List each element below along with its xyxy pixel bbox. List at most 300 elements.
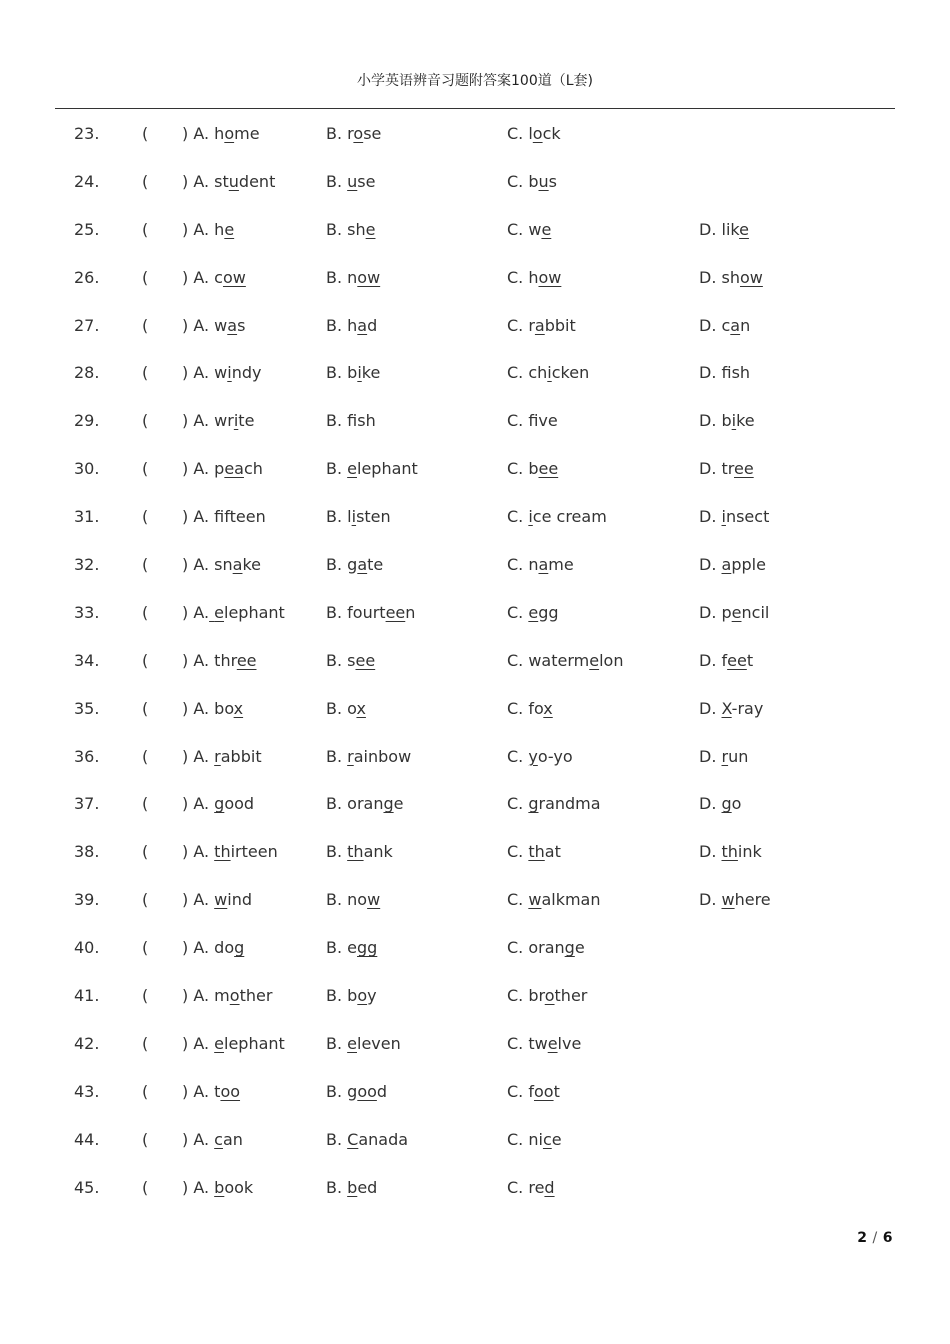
word-after-mark: an xyxy=(222,1129,243,1149)
option-c xyxy=(507,1034,581,1053)
option-letter: B. xyxy=(326,507,348,527)
underlined-letters: ee xyxy=(538,459,559,479)
option-a xyxy=(182,603,285,622)
word-before-mark: r xyxy=(347,124,354,143)
word-after-mark: ke xyxy=(736,411,755,431)
underlined-letters: a xyxy=(538,555,549,575)
question-number: 33. xyxy=(74,602,100,622)
word-after-mark: d xyxy=(367,315,378,335)
question-number: 37. xyxy=(74,794,100,814)
question-number: 32. xyxy=(74,555,100,575)
option-letter: B. xyxy=(326,171,348,191)
option-letter: B. xyxy=(326,650,348,670)
option-letter: C. xyxy=(507,171,529,191)
question-row xyxy=(0,589,950,637)
option-a xyxy=(182,411,254,430)
underlined-letters: e xyxy=(347,459,357,479)
word-after-mark: alkman xyxy=(541,890,601,910)
word-before-mark: w xyxy=(528,219,542,239)
answer-blank-open-paren: ( xyxy=(142,171,149,191)
word-after-mark: gg xyxy=(538,602,559,622)
word-after-mark: ook xyxy=(224,1177,254,1197)
option-a xyxy=(182,1130,243,1149)
option-letter: B. xyxy=(326,459,348,479)
option-d xyxy=(699,507,769,526)
option-c xyxy=(507,890,600,909)
option-letter: C. xyxy=(507,411,529,431)
word-before-mark: c xyxy=(214,267,223,287)
underlined-letters: i xyxy=(227,363,232,383)
option-letter: B. xyxy=(326,698,348,718)
option-letter: ) A. xyxy=(182,1129,215,1149)
underlined-letters: o xyxy=(532,124,543,143)
question-row xyxy=(0,302,950,350)
answer-blank-open-paren: ( xyxy=(142,363,149,383)
header-divider xyxy=(55,108,895,109)
word-after-mark: sten xyxy=(356,507,391,527)
word-before-mark: f xyxy=(721,363,732,383)
question-row xyxy=(0,876,950,924)
underlined-letters: ow xyxy=(222,267,246,287)
option-b xyxy=(326,172,375,191)
option-letter: B. xyxy=(326,746,348,766)
option-letter: C. xyxy=(507,986,529,1006)
option-letter: D. xyxy=(699,555,722,575)
word-before-mark: g xyxy=(347,555,358,575)
underlined-letters: ow xyxy=(538,267,562,287)
option-a xyxy=(182,794,254,813)
option-a xyxy=(182,172,275,191)
question-number: 35. xyxy=(74,698,100,718)
page-number xyxy=(857,1230,893,1246)
underlined-letters: a xyxy=(357,555,368,575)
word-after-mark: here xyxy=(734,890,771,910)
word-before-mark: e xyxy=(347,938,357,958)
question-number: 25. xyxy=(74,219,100,239)
question-number: 23. xyxy=(74,124,100,143)
option-a xyxy=(182,555,261,574)
question-number: 38. xyxy=(74,842,100,862)
word-after-mark: me xyxy=(234,124,260,143)
underlined-letters: g xyxy=(214,794,225,814)
option-d xyxy=(699,411,755,430)
underlined-letters: e xyxy=(224,219,235,239)
option-letter: ) A. xyxy=(182,459,215,479)
word-before-mark: sh xyxy=(721,267,740,287)
word-before-mark: r xyxy=(528,315,535,335)
option-letter: ) A. xyxy=(182,124,215,143)
question-number: 34. xyxy=(74,650,100,670)
word-after-mark: se xyxy=(363,124,382,143)
underlined-letters: i xyxy=(357,363,362,383)
option-letter: D. xyxy=(699,794,722,814)
option-c xyxy=(507,1082,560,1101)
option-letter: ) A. xyxy=(182,171,215,191)
word-before-mark: f xyxy=(528,1081,534,1101)
word-after-mark: lephant xyxy=(224,1033,285,1053)
option-b xyxy=(326,1034,401,1053)
word-before-mark: do xyxy=(214,938,235,958)
option-letter: ) A. xyxy=(182,555,215,575)
underlined-letters: oo xyxy=(220,1081,241,1101)
option-a xyxy=(182,459,263,478)
answer-blank-open-paren: ( xyxy=(142,267,149,287)
underlined-letters: e xyxy=(547,1033,558,1053)
underlined-letters: e xyxy=(528,602,539,622)
word-after-mark: leven xyxy=(357,1033,401,1053)
word-before-mark: f xyxy=(214,507,225,527)
word-before-mark: t xyxy=(214,1081,221,1101)
option-letter: B. xyxy=(326,1177,348,1197)
option-c xyxy=(507,172,557,191)
underlined-letters: gg xyxy=(357,938,378,958)
underlined-letters: e xyxy=(589,650,600,670)
underlined-letters: x xyxy=(233,698,244,718)
underlined-letters: e xyxy=(347,1033,357,1053)
underlined-letters: o xyxy=(544,986,555,1006)
underlined-letters: i xyxy=(721,507,726,527)
option-letter: D. xyxy=(699,267,722,287)
word-before-mark: tw xyxy=(528,1033,548,1053)
option-c xyxy=(507,986,587,1005)
option-b xyxy=(326,555,383,574)
option-b xyxy=(326,459,418,478)
underlined-letters: e xyxy=(739,219,749,239)
option-letter: C. xyxy=(507,267,529,287)
option-b xyxy=(326,1178,377,1197)
underlined-letters: th xyxy=(721,842,738,862)
word-after-mark: o-yo xyxy=(537,746,573,766)
option-letter: C. xyxy=(507,315,529,335)
option-a xyxy=(182,1178,253,1197)
option-c xyxy=(507,507,607,526)
word-before-mark: b xyxy=(347,986,358,1006)
word-before-mark: n xyxy=(528,555,539,575)
underlined-letters: ea xyxy=(224,459,244,479)
underlined-letters: c xyxy=(214,1129,223,1149)
word-after-mark: ke xyxy=(242,555,262,575)
word-before-mark: h xyxy=(214,219,225,239)
underlined-letters: ee xyxy=(385,602,406,622)
question-number: 31. xyxy=(74,507,100,527)
word-after-mark: sh xyxy=(731,363,751,383)
option-a xyxy=(182,938,244,957)
word-before-mark: oran xyxy=(347,794,384,814)
option-d xyxy=(699,316,750,335)
option-letter: B. xyxy=(326,1081,348,1101)
question-list xyxy=(0,110,950,1211)
answer-blank-open-paren: ( xyxy=(142,890,149,910)
option-letter: D. xyxy=(699,890,722,910)
option-letter: ) A. xyxy=(182,411,215,431)
word-before-mark: fourt xyxy=(347,602,386,622)
option-b xyxy=(326,1082,387,1101)
underlined-letters: u xyxy=(347,171,358,191)
option-letter: C. xyxy=(507,219,529,239)
option-letter: C. xyxy=(507,507,529,527)
underlined-letters: g xyxy=(528,794,539,814)
underlined-letters: u xyxy=(228,171,239,191)
word-before-mark: h xyxy=(528,267,539,287)
question-row xyxy=(0,397,950,445)
underlined-letters: i xyxy=(547,363,552,383)
word-after-mark: -ray xyxy=(731,698,764,718)
question-row xyxy=(0,541,950,589)
underlined-letters: e xyxy=(365,219,376,239)
option-letter: B. xyxy=(326,794,348,814)
question-row xyxy=(0,110,950,158)
underlined-letters: u xyxy=(538,171,549,191)
option-letter: B. xyxy=(326,219,348,239)
underlined-letters: o xyxy=(357,986,368,1006)
word-after-mark: un xyxy=(728,746,749,766)
answer-blank-open-paren: ( xyxy=(142,1081,149,1101)
option-d xyxy=(699,747,748,766)
underlined-letters: th xyxy=(214,842,231,862)
word-after-mark: bbit xyxy=(544,315,576,335)
marked-letter: e xyxy=(214,602,225,622)
word-after-mark: ck xyxy=(542,124,561,143)
option-letter: D. xyxy=(699,315,722,335)
option-c xyxy=(507,268,561,287)
underlined-letters xyxy=(209,603,224,622)
underlined-letters: a xyxy=(730,315,741,335)
option-a xyxy=(182,699,243,718)
option-letter: C. xyxy=(507,124,529,143)
underlined-letters: o xyxy=(224,124,235,143)
word-before-mark: l xyxy=(347,507,352,527)
underlined-letters: a xyxy=(721,555,732,575)
underlined-letters: i xyxy=(233,411,239,431)
option-letter: D. xyxy=(699,746,722,766)
option-letter: ) A. xyxy=(182,1177,215,1197)
word-after-mark: me xyxy=(548,555,574,575)
option-letter: D. xyxy=(699,650,722,670)
option-letter: B. xyxy=(326,315,348,335)
underlined-letters: e xyxy=(541,219,552,239)
option-c xyxy=(507,603,559,622)
word-before-mark: br xyxy=(528,986,545,1006)
word-after-mark: ve xyxy=(538,411,558,431)
option-letter: ) A. xyxy=(182,794,215,814)
option-letter: D. xyxy=(699,363,722,383)
option-letter: B. xyxy=(326,1129,348,1149)
underlined-letters: d xyxy=(544,1177,555,1197)
word-after-mark: at xyxy=(544,842,561,862)
word-before-mark: f xyxy=(347,411,358,431)
word-after-mark: te xyxy=(367,555,384,575)
word-before-mark: w xyxy=(214,363,228,383)
option-letter: C. xyxy=(507,746,529,766)
answer-blank-open-paren: ( xyxy=(142,1129,149,1149)
question-row xyxy=(0,780,950,828)
option-c xyxy=(507,842,561,861)
option-d xyxy=(699,220,749,239)
option-letter: C. xyxy=(507,842,529,862)
word-before-mark: f xyxy=(721,650,728,670)
answer-blank-open-paren: ( xyxy=(142,842,149,862)
answer-blank-open-paren: ( xyxy=(142,794,149,814)
option-d xyxy=(699,268,763,287)
option-b xyxy=(326,124,381,143)
option-letter: ) A. xyxy=(182,219,215,239)
option-letter: D. xyxy=(699,459,722,479)
option-d xyxy=(699,842,762,861)
option-letter: B. xyxy=(326,602,348,622)
answer-blank-open-paren: ( xyxy=(142,1177,149,1197)
option-c xyxy=(507,747,573,766)
word-before-mark: no xyxy=(347,890,368,910)
option-letter: C. xyxy=(507,650,529,670)
option-a xyxy=(182,316,245,335)
question-number: 40. xyxy=(74,938,100,958)
option-c xyxy=(507,124,561,143)
question-number: 39. xyxy=(74,890,100,910)
answer-blank-open-paren: ( xyxy=(142,650,149,670)
underlined-letters: b xyxy=(347,1177,358,1197)
word-after-mark: anada xyxy=(358,1129,409,1149)
underlined-letters: ee xyxy=(355,650,376,670)
option-b xyxy=(326,220,375,239)
option-letter: B. xyxy=(326,411,348,431)
question-row xyxy=(0,158,950,206)
word-after-mark: n xyxy=(405,602,416,622)
option-letter: ) A. xyxy=(182,1081,215,1101)
answer-blank-open-paren: ( xyxy=(142,459,149,479)
option-letter: ) A. xyxy=(182,315,215,335)
option-b xyxy=(326,842,393,861)
option-b xyxy=(326,699,366,718)
question-row xyxy=(0,733,950,781)
word-before-mark: tr xyxy=(721,459,734,479)
answer-blank-open-paren: ( xyxy=(142,411,149,431)
underlined-letters: a xyxy=(227,315,238,335)
option-d xyxy=(699,794,741,813)
word-after-mark: ink xyxy=(737,842,762,862)
option-letter: D. xyxy=(699,219,722,239)
word-after-mark: s xyxy=(548,171,557,191)
option-letter: C. xyxy=(507,698,529,718)
question-row xyxy=(0,924,950,972)
option-a xyxy=(182,651,257,670)
underlined-letters: o xyxy=(353,124,364,143)
answer-blank-open-paren: ( xyxy=(142,698,149,718)
word-before-mark: g xyxy=(347,1081,358,1101)
question-number: 26. xyxy=(74,267,100,287)
word-before-mark: o xyxy=(347,698,357,718)
option-letter: B. xyxy=(326,842,348,862)
option-letter: C. xyxy=(507,602,529,622)
word-after-mark: nsect xyxy=(725,507,770,527)
underlined-letters: y xyxy=(528,746,538,766)
word-before-mark: l xyxy=(528,124,533,143)
word-after-mark: e xyxy=(574,938,585,958)
option-c xyxy=(507,555,574,574)
question-number: 29. xyxy=(74,411,100,431)
underlined-letters: oo xyxy=(533,1081,554,1101)
word-before-mark: p xyxy=(721,602,732,622)
option-b xyxy=(326,986,377,1005)
underlined-letters: w xyxy=(528,890,542,910)
option-letter: C. xyxy=(507,1033,529,1053)
word-before-mark: c xyxy=(721,315,731,335)
option-d xyxy=(699,603,769,622)
option-b xyxy=(326,268,380,287)
option-a xyxy=(182,1082,240,1101)
question-number: 27. xyxy=(74,315,100,335)
question-number: 36. xyxy=(74,746,100,766)
word-before-mark: waterm xyxy=(528,650,590,670)
word-before-mark: re xyxy=(528,1177,545,1197)
question-row xyxy=(0,349,950,397)
option-letter: D. xyxy=(699,507,722,527)
question-number: 28. xyxy=(74,363,100,383)
word-after-mark: sh xyxy=(357,411,376,431)
word-before-mark: h xyxy=(214,124,225,143)
word-after-mark: n xyxy=(740,315,751,335)
question-row xyxy=(0,254,950,302)
option-a xyxy=(182,842,278,861)
word-after-mark: fteen xyxy=(224,507,266,527)
word-before-mark: f xyxy=(528,411,539,431)
underlined-letters: ee xyxy=(727,650,747,670)
underlined-letters: X xyxy=(721,698,732,718)
answer-blank-open-paren: ( xyxy=(142,315,149,335)
question-row xyxy=(0,1164,950,1212)
option-b xyxy=(326,938,377,957)
word-after-mark: randma xyxy=(538,794,601,814)
question-number: 45. xyxy=(74,1177,100,1197)
option-letter: ) A. xyxy=(182,602,210,622)
word-before-mark: ni xyxy=(528,1129,543,1149)
word-after-mark: o xyxy=(731,794,742,814)
word-after-mark: ncil xyxy=(741,602,770,622)
option-c xyxy=(507,459,558,478)
word-after-mark: lve xyxy=(557,1033,582,1053)
word-before-mark: st xyxy=(214,171,229,191)
option-a xyxy=(182,890,252,909)
option-letter: B. xyxy=(326,363,348,383)
word-after-mark: ch xyxy=(243,459,263,479)
option-a xyxy=(182,220,234,239)
page-header-title: 小学英语辨音习题附答案100道（L套) xyxy=(357,73,593,89)
underlined-letters: w xyxy=(214,890,228,910)
option-letter: B. xyxy=(326,938,348,958)
option-letter: ) A. xyxy=(182,986,215,1006)
word-after-mark: ke xyxy=(361,363,381,383)
question-row xyxy=(0,1068,950,1116)
option-c xyxy=(507,938,585,957)
question-number: 30. xyxy=(74,459,100,479)
option-letter: B. xyxy=(326,124,348,143)
option-b xyxy=(326,507,391,526)
underlined-letters: r xyxy=(347,746,354,766)
question-number: 43. xyxy=(74,1081,100,1101)
word-after-mark: e xyxy=(393,794,404,814)
question-number: 42. xyxy=(74,1033,100,1053)
question-number: 44. xyxy=(74,1129,100,1149)
word-before-mark: m xyxy=(214,986,230,1006)
answer-blank-open-paren: ( xyxy=(142,602,149,622)
underlined-letters: r xyxy=(214,746,221,766)
option-d xyxy=(699,890,771,909)
word-after-mark: s xyxy=(237,315,246,335)
answer-blank-open-paren: ( xyxy=(142,555,149,575)
question-row xyxy=(0,445,950,493)
underlined-letters: g xyxy=(564,938,575,958)
underlined-letters: w xyxy=(367,890,381,910)
answer-blank-open-paren: ( xyxy=(142,124,149,143)
